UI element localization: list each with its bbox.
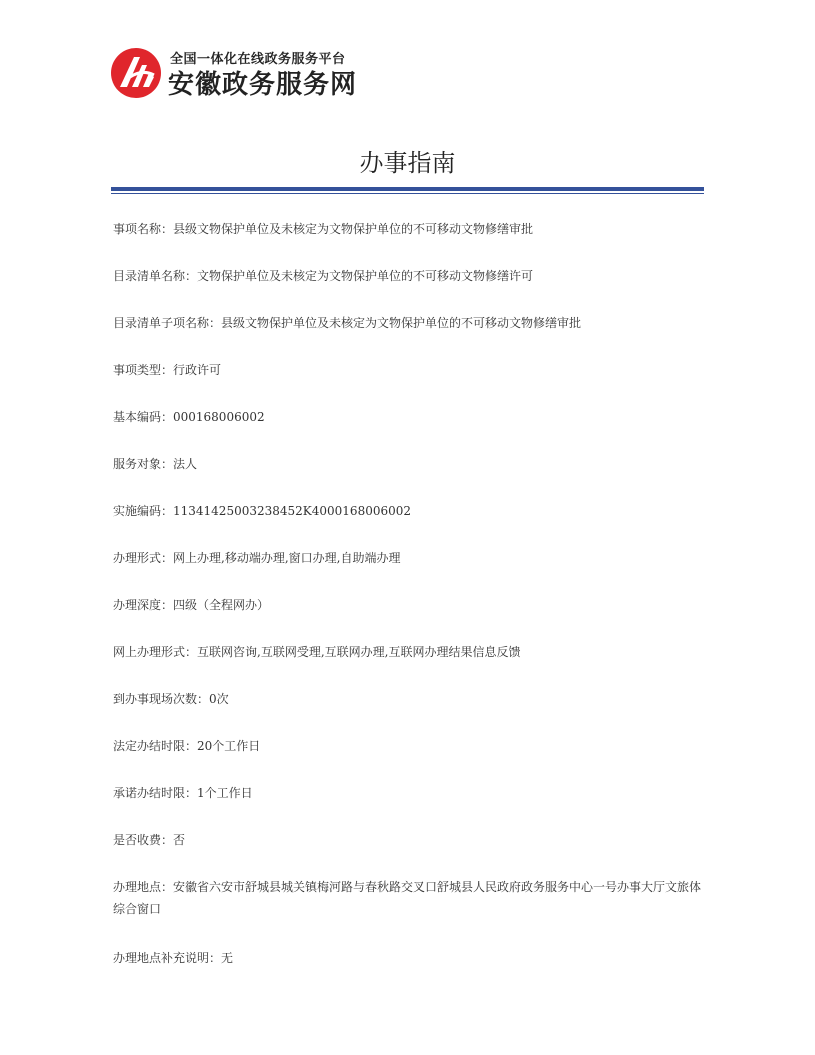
page-title: 办事指南 <box>359 149 456 177</box>
site-logo[interactable] <box>110 47 380 99</box>
field-item-name: 事项名称：县级文物保护单位及未核定为文物保护单位的不可移动文物修缮审批 <box>113 222 534 236</box>
field-handling-form: 办理形式：网上办理,移动端办理,窗口办理,自助端办理 <box>113 551 401 565</box>
platform-name: 全国一体化在线政务服务平台 <box>170 52 346 67</box>
field-service-target: 服务对象：法人 <box>113 457 198 471</box>
field-onsite-visits: 到办事现场次数：0次 <box>113 692 229 706</box>
field-location-note: 办理地点补充说明：无 <box>113 951 234 965</box>
anhui-gov-service-logo-icon <box>110 47 162 99</box>
field-online-form: 网上办理形式：互联网咨询,互联网受理,互联网办理,互联网办理结果信息反馈 <box>113 645 521 659</box>
field-item-type: 事项类型：行政许可 <box>113 363 222 377</box>
field-handling-depth: 办理深度：四级（全程网办） <box>113 598 270 612</box>
field-location: 办理地点：安徽省六安市舒城县城关镇梅河路与春秋路交叉口舒城县人民政府政务服务中心一号办事大厅文旅体综合窗口 <box>113 880 702 916</box>
site-name: 安徽政务服务网 <box>168 70 358 100</box>
field-implementation-code: 实施编码：11341425003238452K4000168006002 <box>113 504 412 518</box>
title-divider-thin <box>111 193 704 194</box>
title-divider-thick <box>111 187 704 191</box>
field-base-code: 基本编码：000168006002 <box>113 410 265 424</box>
field-promised-time-limit: 承诺办结时限：1个工作日 <box>113 786 253 800</box>
field-fee: 是否收费：否 <box>113 833 186 847</box>
field-catalog-name: 目录清单名称：文物保护单位及未核定为文物保护单位的不可移动文物修缮许可 <box>113 269 534 283</box>
field-catalog-sub-name: 目录清单子项名称：县级文物保护单位及未核定为文物保护单位的不可移动文物修缮审批 <box>113 316 582 330</box>
field-legal-time-limit: 法定办结时限：20个工作日 <box>113 739 261 753</box>
